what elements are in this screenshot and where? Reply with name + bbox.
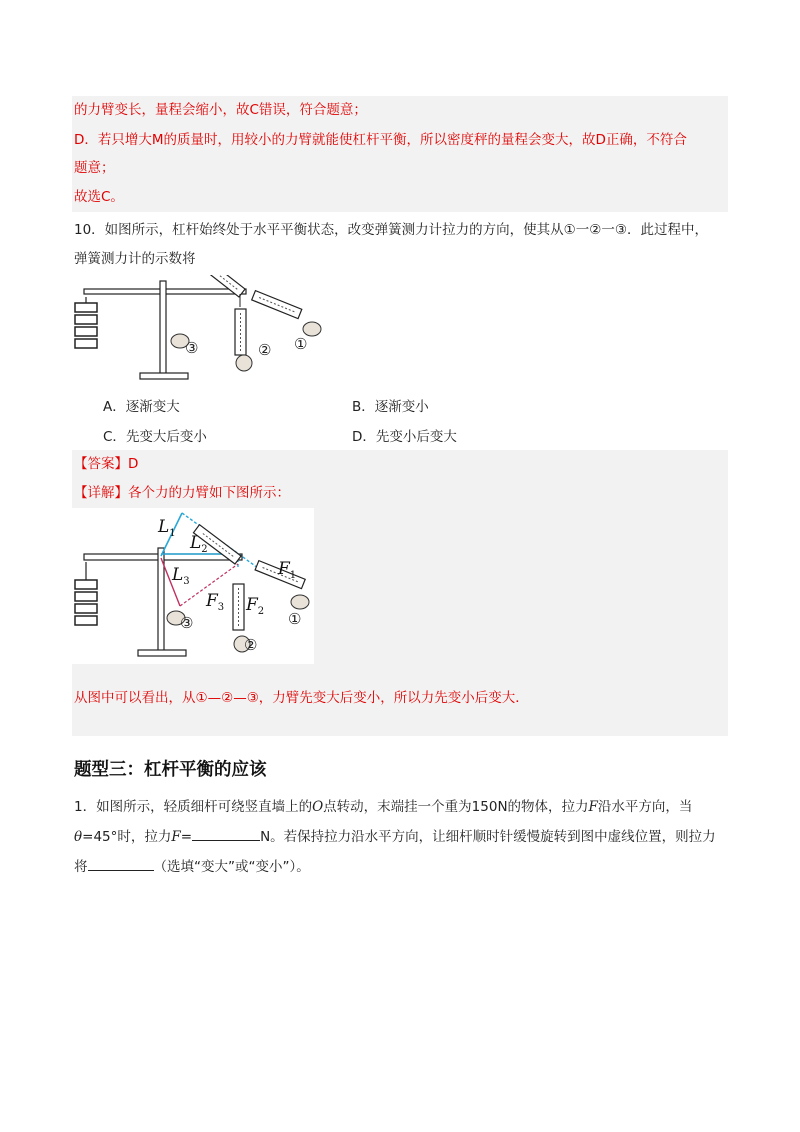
option-b[interactable]: B．逐渐变小 (352, 399, 429, 415)
position-label-3: ③ (180, 614, 194, 632)
spring-scale-1 (252, 291, 302, 319)
label-L2: $L_2$ (190, 533, 208, 555)
question-1-line-1: 1．如图所示，轻质细杆可绕竖直墙上的O点转动，末端挂一个重为150N的物体，拉力F沿水平方向，当 (74, 799, 693, 815)
answer-line: 故选C。 (74, 189, 124, 205)
hand-icon (236, 355, 252, 371)
stand-pole (160, 281, 166, 375)
answer-label: 【答案】D (74, 456, 139, 472)
answer-line: 的力臂变长，量程会缩小，故C错误，符合题意； (74, 102, 367, 118)
label-L3: $L_3$ (172, 565, 190, 587)
spring-scale-2 (233, 584, 244, 630)
option-a[interactable]: A．逐渐变大 (103, 399, 180, 415)
conclusion-line: 从图中可以看出，从①—②—③，力臂先变大后变小，所以力先变小后变大． (74, 690, 529, 706)
answer-blank-force[interactable] (192, 826, 260, 841)
answer-blank-change[interactable] (88, 856, 154, 871)
stand-base (140, 373, 188, 379)
position-label-2: ② (244, 636, 258, 654)
position-label-2: ② (258, 341, 272, 359)
label-F2: $F_2$ (246, 595, 265, 617)
label-F3: $F_3$ (206, 591, 225, 613)
weight-blocks (75, 580, 97, 625)
hand-icon (303, 322, 321, 336)
lever-arm-diagram (72, 508, 314, 664)
lever-spring-scale-figure (72, 275, 332, 385)
answer-line: D．若只增大M的质量时，用较小的力臂就能使杠杆平衡，所以密度秤的量程会变大，故D正确，不符合 (74, 132, 687, 148)
stand-base (138, 650, 186, 656)
label-F1: $F_1$ (278, 559, 297, 581)
position-label-1: ① (288, 610, 302, 628)
detail-label: 【详解】各个力的力臂如下图所示： (74, 485, 290, 501)
label-L1: $L_1$ (158, 517, 176, 539)
position-label-1: ① (294, 335, 308, 353)
question-1-line-3: 将 （选填“变大”或“变小”）。 (74, 856, 310, 877)
hand-icon (291, 595, 309, 609)
section-heading: 题型三：杠杆平衡的应该 (74, 760, 267, 780)
option-c[interactable]: C．先变大后变小 (103, 429, 207, 445)
spring-scale-2 (235, 294, 246, 355)
question-1-line-2: θ=45°时，拉力F= N。若保持拉力沿水平方向，让细杆顺时针缓慢旋转到图中虚线位置，则拉力 (74, 826, 716, 847)
option-d[interactable]: D．先变小后变大 (352, 429, 457, 445)
answer-line: 题意； (74, 160, 115, 176)
weight-blocks (75, 303, 97, 348)
position-label-3: ③ (185, 339, 199, 357)
question-10-line: 弹簧测力计的示数将 (74, 251, 196, 267)
question-10-line: 10．如图所示，杠杆始终处于水平平衡状态，改变弹簧测力计拉力的方向，使其从①一②一③．此过程中， (74, 222, 708, 238)
